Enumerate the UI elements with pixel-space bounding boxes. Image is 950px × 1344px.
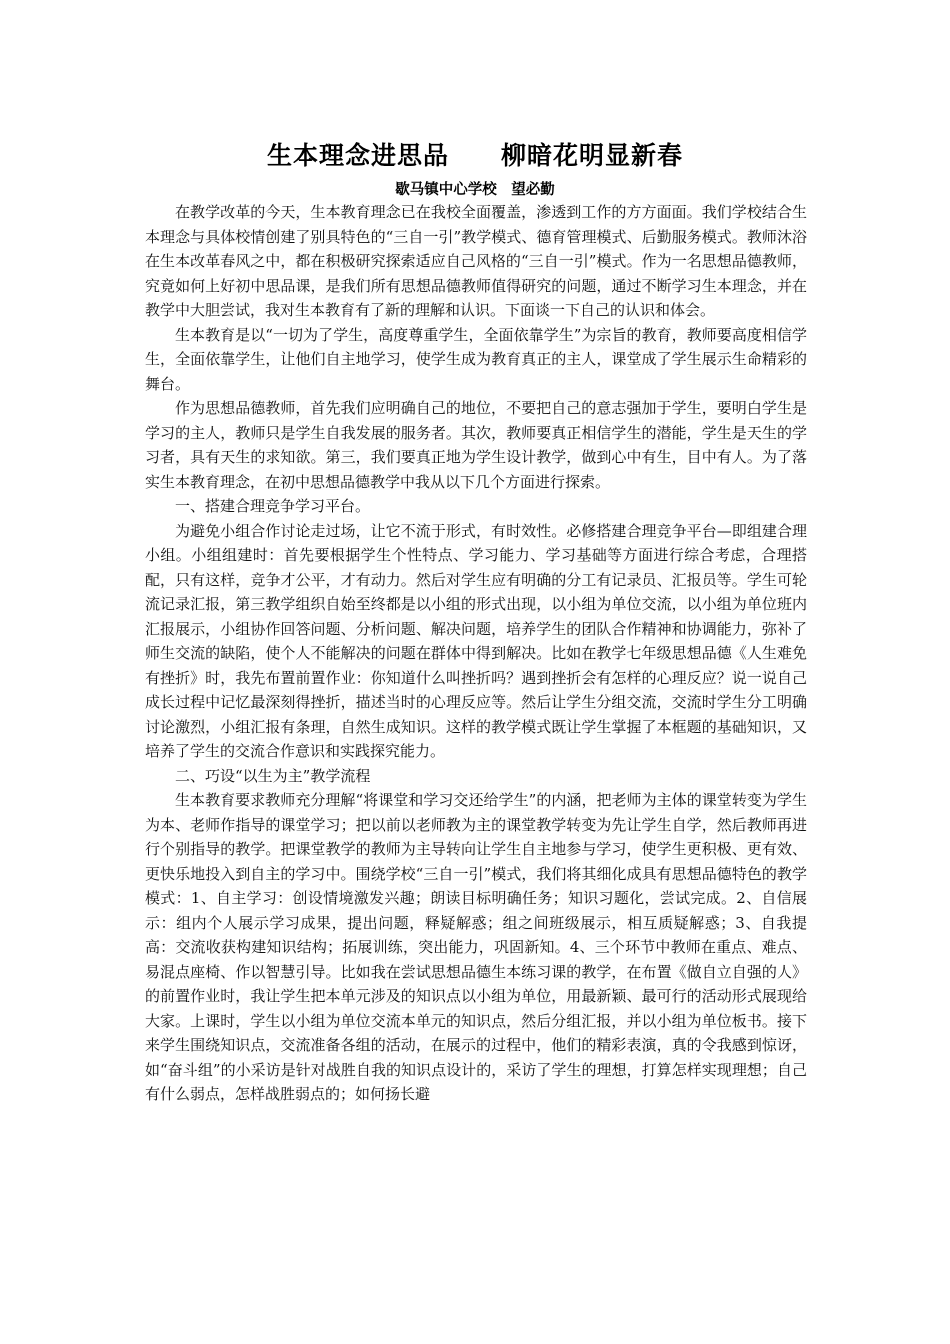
paragraph: 在教学改革的今天，生本教育理念已在我校全面覆盖，渗透到工作的方方面面。我们学校结合生本理念与具体校情创建了别具特色的“三自一引”教学模式、德育管理模式、后勤服务模式。教师沐浴在生本改革春风之中，都在积极研究探索适应自己风格的“三自一引”模式。作为一名思想品德教师，究竟如何上好初中思品课，是我们所有思想品德教师值得研究的问题，通过不断学习生本理念，并在教学中大胆尝试，我对生本教育有了新的理解和认识。下面谈一下自己的认识和体会。 [145,203,807,319]
paragraph: 生本教育是以“一切为了学生，高度尊重学生，全面依靠学生”为宗旨的教育，教师要高度相信学生，全面依靠学生，让他们自主地学习，使学生成为教育真正的主人，课堂成了学生展示生命精彩的舞台。 [145,325,807,393]
document-title: 生本理念进思品 柳暗花明显新春 [266,141,683,170]
section-heading: 一、搭建合理竞争学习平台。 [175,497,371,515]
paragraph: 生本教育要求教师充分理解“将课堂和学习交还给学生”的内涵，把老师为主体的课堂转变为学生为本、老师作指导的课堂学习；把以前以老师教为主的课堂教学转变为先让学生自学，然后教师再进行个别指导的教学。把课堂教学的教师为主导转向让学生自主地参与学习，使学生更积极、更有效、更快乐地投入到自主的学习中。围绕学校“三自一引”模式，我们将其细化成具有思想品德特色的教学模式：1、自主学习：创设情境激发兴趣；朗读目标明确任务；知识习题化，尝试完成。2、自信展示：组内个人展示学习成果，提出问题，释疑解惑；组之间班级展示，相互质疑解惑；3、自我提高：交流收获构建知识结构；拓展训练，突出能力，巩固新知。4、三个环节中教师在重点、难点、易混点座椅、作以智慧引导。比如我在尝试思想品德生本练习课的教学，在布置《做自立自强的人》的前置作业时，我让学生把本单元涉及的知识点以小组为单位，用最新颖、最可行的活动形式展现给大家。上课时，学生以小组为单位交流本单元的知识点，然后分组汇报，并以小组为单位板书。接下来学生围绕知识点，交流准备各组的活动，在展示的过程中，他们的精彩表演，真的令我感到惊讶，如“奋斗组”的小采访是针对战胜自我的知识点设计的，采访了学生的理想，打算怎样实现理想；自己有什么弱点，怎样战胜弱点的；如何扬长避 [145,791,807,1103]
paragraph: 为避免小组合作讨论走过场，让它不流于形式，有时效性。必修搭建合理竞争平台—即组建合理小组。小组组建时：首先要根据学生个性特点、学习能力、学习基础等方面进行综合考虑，合理搭配，只有这样，竞争才公平，才有动力。然后对学生应有明确的分工有记录员、汇报员等。学生可轮流记录汇报，第三教学组织自始至终都是以小组的形式出现，以小组为单位交流，以小组为单位班内汇报展示，小组协作回答问题、分析问题、解决问题，培养学生的团队合作精神和协调能力，弥补了师生交流的缺陷，使个人不能解决的问题在群体中得到解决。比如在教学七年级思想品德《人生难免有挫折》时，我先布置前置作业：你知道什么叫挫折吗？遇到挫折会有怎样的心理反应？说一说自己成长过程中记忆最深刻得挫折，描述当时的心理反应等。然后让学生分组交流，交流时学生分工明确讨论激烈，小组汇报有条理，自然生成知识。这样的教学模式既让学生掌握了本框题的基础知识，又培养了学生的交流合作意识和实践探究能力。 [145,521,807,760]
paragraph: 作为思想品德教师，首先我们应明确自己的地位，不要把自己的意志强加于学生，要明白学生是学习的主人，教师只是学生自我发展的服务者。其次，教师要真正相信学生的潜能，学生是天生的学习者，具有天生的求知欲。第三，我们要真正地为学生设计教学，做到心中有生，目中有人。为了落实生本教育理念，在初中思想品德教学中我从以下几个方面进行探索。 [145,399,807,491]
document-author: 歇马镇中心学校 望必勤 [395,182,555,198]
document-body [145,200,807,1107]
section-heading: 二、巧设“以生为主”教学流程 [175,766,371,785]
